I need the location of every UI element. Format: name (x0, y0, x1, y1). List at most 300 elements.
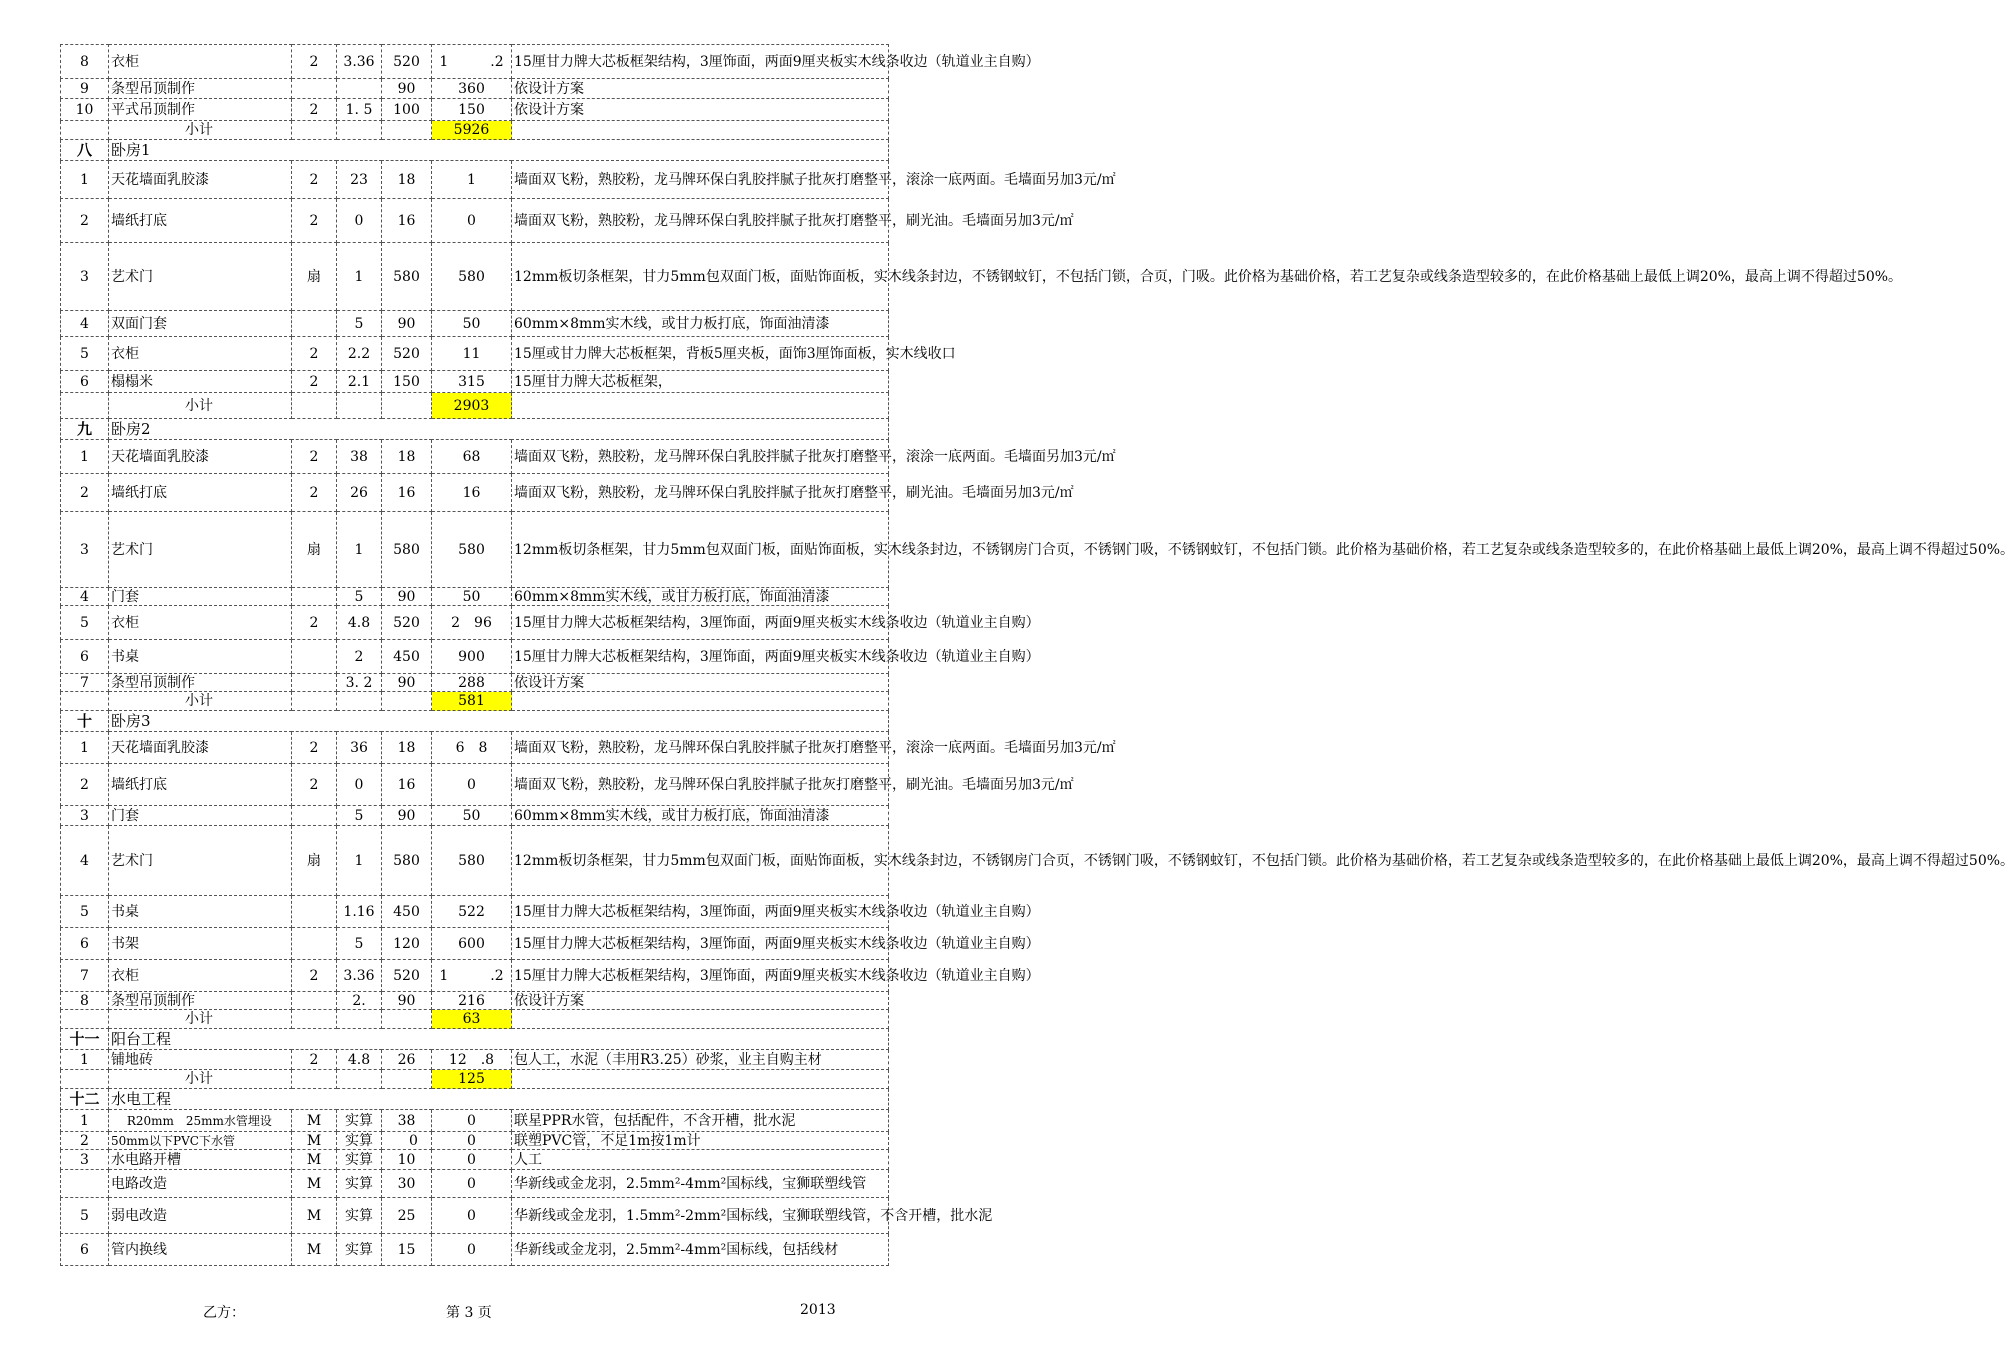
item-number: 1 (61, 161, 109, 199)
item-total: 0 (432, 199, 512, 243)
item-unit-price: 16 (382, 199, 432, 243)
item-name: 榻榻米 (109, 371, 292, 393)
item-unit-price: 450 (382, 640, 432, 674)
subtotal-empty (292, 393, 337, 419)
subtotal-row (61, 692, 889, 711)
item-unit-price: 90 (382, 674, 432, 692)
item-number: 4 (61, 588, 109, 606)
item-quantity: 2.1 (337, 371, 382, 393)
subtotal-value: 5926 (432, 121, 512, 140)
item-unit-price: 18 (382, 161, 432, 199)
item-unit: M (292, 1234, 337, 1266)
item-quantity: 3.36 (337, 45, 382, 79)
subtotal-empty (337, 1010, 382, 1029)
table-row (61, 311, 889, 337)
item-number: 2 (61, 1132, 109, 1150)
item-unit-price: 90 (382, 311, 432, 337)
table-row (61, 1110, 889, 1132)
item-unit-price: 150 (382, 371, 432, 393)
item-name: 艺术门 (109, 826, 292, 896)
item-quantity: 36 (337, 732, 382, 764)
item-quantity: 1. 5 (337, 99, 382, 121)
item-description: 15厘甘力牌大芯板框架结构，3厘饰面，两面9厘夹板实木线条收边（轨道业主自购） (512, 928, 889, 960)
footer-party-label: 乙方： (203, 1305, 245, 1321)
item-unit (292, 311, 337, 337)
item-description: 15厘或甘力牌大芯板框架，背板5厘夹板，面饰3厘饰面板，实木线收口 (512, 337, 889, 371)
subtotal-number-cell (61, 692, 109, 711)
item-unit-price: 580 (382, 512, 432, 588)
item-quantity: 1 (337, 512, 382, 588)
subtotal-value: 581 (432, 692, 512, 711)
item-total: 150 (432, 99, 512, 121)
item-unit-price: 520 (382, 960, 432, 992)
item-unit: 2 (292, 1050, 337, 1070)
item-number: 2 (61, 764, 109, 806)
item-name: 电路改造 (109, 1170, 292, 1198)
item-number: 5 (61, 337, 109, 371)
item-number: 5 (61, 896, 109, 928)
item-number: 6 (61, 371, 109, 393)
table-row (61, 896, 889, 928)
item-number: 4 (61, 826, 109, 896)
item-unit (292, 928, 337, 960)
item-number: 6 (61, 1234, 109, 1266)
item-unit-price: 450 (382, 896, 432, 928)
item-unit-price: 90 (382, 79, 432, 99)
item-total: 12 .8 (432, 1050, 512, 1070)
subtotal-row (61, 1010, 889, 1029)
item-name: 管内换线 (109, 1234, 292, 1266)
item-quantity: 1.16 (337, 896, 382, 928)
item-name: 50mm以下PVC下水管 (109, 1132, 292, 1150)
item-name: 双面门套 (109, 311, 292, 337)
table-row (61, 243, 889, 311)
section-title: 水电工程 (109, 1089, 889, 1110)
subtotal-value: 2903 (432, 393, 512, 419)
item-description: 15厘甘力牌大芯板框架结构，3厘饰面，两面9厘夹板实木线条收边（轨道业主自购） (512, 606, 889, 640)
subtotal-empty (512, 121, 889, 140)
table-row (61, 928, 889, 960)
item-name: 水电路开槽 (109, 1150, 292, 1170)
item-description: 墙面双飞粉，熟胶粉，龙马牌环保白乳胶拌腻子批灰打磨整平，刷光油。毛墙面另加3元/㎡ (512, 474, 889, 512)
item-unit-price: 25 (382, 1198, 432, 1234)
item-total: 16 (432, 474, 512, 512)
table-row (61, 474, 889, 512)
subtotal-empty (382, 121, 432, 140)
item-number: 6 (61, 928, 109, 960)
table-row (61, 79, 889, 99)
item-unit: 2 (292, 474, 337, 512)
item-number: 3 (61, 1150, 109, 1170)
item-number: 3 (61, 806, 109, 826)
subtotal-row (61, 393, 889, 419)
item-unit-price: 90 (382, 806, 432, 826)
item-unit-price: 18 (382, 732, 432, 764)
item-total: 0 (432, 1198, 512, 1234)
subtotal-value: 63 (432, 1010, 512, 1029)
table-row (61, 806, 889, 826)
item-name: 艺术门 (109, 512, 292, 588)
item-description: 墙面双飞粉，熟胶粉，龙马牌环保白乳胶拌腻子批灰打磨整平，滚涂一底两面。毛墙面另加3元/㎡ (512, 440, 889, 474)
subtotal-empty (512, 393, 889, 419)
item-name: 衣柜 (109, 337, 292, 371)
item-description: 依设计方案 (512, 99, 889, 121)
item-unit: M (292, 1132, 337, 1150)
table-row (61, 588, 889, 606)
item-number: 1 (61, 732, 109, 764)
table-row (61, 371, 889, 393)
item-number: 3 (61, 512, 109, 588)
subtotal-empty (512, 1010, 889, 1029)
subtotal-empty (512, 1070, 889, 1089)
table-row (61, 99, 889, 121)
item-unit-price: 30 (382, 1170, 432, 1198)
item-quantity: 实算 (337, 1198, 382, 1234)
item-description: 12mm板切条框架，甘力5mm包双面门板，面贴饰面板，实木线条封边，不锈钢房门合页，不锈钢门吸，不锈钢蚊钉，不包括门锁。此价格为基础价格，若工艺复杂或线条造型较多的，在此价格基础上最低上调20%，最高上调不得超过50%。 (512, 826, 889, 896)
item-unit-price: 580 (382, 243, 432, 311)
item-unit-price: 90 (382, 588, 432, 606)
footer-year: 2013 (800, 1302, 836, 1318)
table-row (61, 826, 889, 896)
table-row (61, 960, 889, 992)
item-description: 华新线或金龙羽，1.5mm²-2mm²国标线，宝狮联塑线管，不含开槽，批水泥 (512, 1198, 889, 1234)
item-total: 0 (432, 1110, 512, 1132)
item-unit: 2 (292, 606, 337, 640)
item-unit: 扇 (292, 512, 337, 588)
item-name: 铺地砖 (109, 1050, 292, 1070)
item-unit: 扇 (292, 826, 337, 896)
item-name: 天花墙面乳胶漆 (109, 161, 292, 199)
item-quantity: 3. 2 (337, 674, 382, 692)
subtotal-empty (382, 1010, 432, 1029)
item-quantity: 5 (337, 928, 382, 960)
item-description: 华新线或金龙羽，2.5mm²-4mm²国标线，宝狮联塑线管 (512, 1170, 889, 1198)
table-row (61, 440, 889, 474)
item-unit (292, 806, 337, 826)
item-description: 墙面双飞粉，熟胶粉，龙马牌环保白乳胶拌腻子批灰打磨整平，刷光油。毛墙面另加3元/㎡ (512, 199, 889, 243)
item-quantity: 0 (337, 199, 382, 243)
item-name: 书架 (109, 928, 292, 960)
item-unit-price: 520 (382, 45, 432, 79)
item-unit: 2 (292, 199, 337, 243)
subtotal-empty (292, 692, 337, 711)
subtotal-label: 小计 (109, 121, 292, 140)
item-quantity: 4.8 (337, 606, 382, 640)
item-unit: 2 (292, 161, 337, 199)
item-quantity: 0 (337, 764, 382, 806)
item-name: 书桌 (109, 896, 292, 928)
item-number: 7 (61, 674, 109, 692)
item-quantity: 5 (337, 588, 382, 606)
item-total: 580 (432, 243, 512, 311)
subtotal-empty (382, 393, 432, 419)
item-unit (292, 992, 337, 1010)
subtotal-empty (337, 121, 382, 140)
item-number: 5 (61, 606, 109, 640)
table-row (61, 1170, 889, 1198)
item-number: 6 (61, 640, 109, 674)
table-row (61, 1150, 889, 1170)
subtotal-empty (512, 692, 889, 711)
item-quantity: 5 (337, 311, 382, 337)
section-number: 八 (61, 140, 109, 161)
subtotal-value: 125 (432, 1070, 512, 1089)
section-header-row (61, 419, 889, 440)
subtotal-empty (292, 1010, 337, 1029)
subtotal-empty (337, 1070, 382, 1089)
section-header-row (61, 140, 889, 161)
item-total: 216 (432, 992, 512, 1010)
item-number: 1 (61, 440, 109, 474)
table-row (61, 732, 889, 764)
item-total: 1 (432, 161, 512, 199)
item-description: 华新线或金龙羽，2.5mm²-4mm²国标线，包括线材 (512, 1234, 889, 1266)
item-number: 4 (61, 311, 109, 337)
table-row (61, 992, 889, 1010)
item-total: 11 (432, 337, 512, 371)
item-unit-price: 0 (382, 1132, 432, 1150)
table-row (61, 45, 889, 79)
item-unit: 2 (292, 440, 337, 474)
table-row (61, 512, 889, 588)
item-unit: M (292, 1198, 337, 1234)
item-quantity: 5 (337, 806, 382, 826)
item-total: 50 (432, 588, 512, 606)
item-description: 60mm×8mm实木线，或甘力板打底，饰面油清漆 (512, 588, 889, 606)
section-title: 卧房2 (109, 419, 889, 440)
item-total: 0 (432, 1132, 512, 1150)
item-unit-price: 10 (382, 1150, 432, 1170)
item-total: 580 (432, 826, 512, 896)
subtotal-empty (382, 692, 432, 711)
item-total: 900 (432, 640, 512, 674)
item-name: 衣柜 (109, 960, 292, 992)
item-name: 墙纸打底 (109, 764, 292, 806)
item-unit: M (292, 1170, 337, 1198)
item-description: 60mm×8mm实木线，或甘力板打底，饰面油清漆 (512, 311, 889, 337)
item-unit-price: 120 (382, 928, 432, 960)
item-quantity: 1 (337, 826, 382, 896)
item-name: 天花墙面乳胶漆 (109, 440, 292, 474)
item-unit (292, 79, 337, 99)
item-unit-price: 520 (382, 337, 432, 371)
item-name: 墙纸打底 (109, 199, 292, 243)
section-header-row (61, 1089, 889, 1110)
item-quantity: 实算 (337, 1132, 382, 1150)
item-description: 12mm板切条框架，甘力5mm包双面门板，面贴饰面板，实木线条封边，不锈钢房门合页，不锈钢门吸，不锈钢蚊钉，不包括门锁。此价格为基础价格，若工艺复杂或线条造型较多的，在此价格基础上最低上调20%，最高上调不得超过50%。 (512, 512, 889, 588)
subtotal-empty (337, 393, 382, 419)
section-number: 十一 (61, 1029, 109, 1050)
item-description: 墙面双飞粉，熟胶粉，龙马牌环保白乳胶拌腻子批灰打磨整平，刷光油。毛墙面另加3元/㎡ (512, 764, 889, 806)
item-total: 50 (432, 806, 512, 826)
item-description: 联塑PVC管，不足1m按1m计 (512, 1132, 889, 1150)
table-row (61, 161, 889, 199)
item-description: 15厘甘力牌大芯板框架结构，3厘饰面，两面9厘夹板实木线条收边（轨道业主自购） (512, 640, 889, 674)
table-row (61, 606, 889, 640)
item-unit-price: 16 (382, 474, 432, 512)
section-header-row (61, 711, 889, 732)
section-number: 十二 (61, 1089, 109, 1110)
item-unit-price: 90 (382, 992, 432, 1010)
item-quantity: 实算 (337, 1234, 382, 1266)
table-row (61, 764, 889, 806)
item-total: 580 (432, 512, 512, 588)
item-unit: M (292, 1150, 337, 1170)
item-unit: 2 (292, 337, 337, 371)
item-description: 15厘甘力牌大芯板框架结构，3厘饰面，两面9厘夹板实木线条收边（轨道业主自购） (512, 960, 889, 992)
item-unit-price: 100 (382, 99, 432, 121)
item-number: 10 (61, 99, 109, 121)
item-quantity: 2 (337, 640, 382, 674)
item-total: 0 (432, 764, 512, 806)
item-name: R20mm 25mm水管埋设 (109, 1110, 292, 1132)
item-unit: M (292, 1110, 337, 1132)
subtotal-label: 小计 (109, 1070, 292, 1089)
item-description: 墙面双飞粉，熟胶粉，龙马牌环保白乳胶拌腻子批灰打磨整平，滚涂一底两面。毛墙面另加3元/㎡ (512, 732, 889, 764)
item-quantity (337, 79, 382, 99)
item-number: 5 (61, 1198, 109, 1234)
item-number: 3 (61, 243, 109, 311)
item-total: 1 .2 (432, 960, 512, 992)
item-total: 0 (432, 1234, 512, 1266)
item-unit-price: 580 (382, 826, 432, 896)
subtotal-empty (337, 692, 382, 711)
item-number: 1 (61, 1110, 109, 1132)
subtotal-number-cell (61, 393, 109, 419)
item-total: 2 96 (432, 606, 512, 640)
table-row (61, 1050, 889, 1070)
item-name: 天花墙面乳胶漆 (109, 732, 292, 764)
subtotal-label: 小计 (109, 393, 292, 419)
item-description: 60mm×8mm实木线，或甘力板打底，饰面油清漆 (512, 806, 889, 826)
item-name: 平式吊顶制作 (109, 99, 292, 121)
section-number: 九 (61, 419, 109, 440)
item-number: 9 (61, 79, 109, 99)
item-description: 15厘甘力牌大芯板框架结构，3厘饰面，两面9厘夹板实木线条收边（轨道业主自购） (512, 896, 889, 928)
item-total: 6 8 (432, 732, 512, 764)
subtotal-number-cell (61, 1010, 109, 1029)
item-unit-price: 16 (382, 764, 432, 806)
table-row (61, 674, 889, 692)
item-name: 条型吊顶制作 (109, 992, 292, 1010)
table-row (61, 337, 889, 371)
subtotal-empty (382, 1070, 432, 1089)
item-description: 依设计方案 (512, 992, 889, 1010)
item-description: 依设计方案 (512, 79, 889, 99)
item-total: 360 (432, 79, 512, 99)
subtotal-number-cell (61, 1070, 109, 1089)
item-description: 墙面双飞粉，熟胶粉，龙马牌环保白乳胶拌腻子批灰打磨整平，滚涂一底两面。毛墙面另加3元/㎡ (512, 161, 889, 199)
table-row (61, 1132, 889, 1150)
item-total: 1 .2 (432, 45, 512, 79)
section-number: 十 (61, 711, 109, 732)
item-quantity: 4.8 (337, 1050, 382, 1070)
item-unit: 2 (292, 99, 337, 121)
section-title: 阳台工程 (109, 1029, 889, 1050)
item-unit: 2 (292, 960, 337, 992)
table-row (61, 199, 889, 243)
item-quantity: 实算 (337, 1110, 382, 1132)
item-name: 书桌 (109, 640, 292, 674)
subtotal-label: 小计 (109, 1010, 292, 1029)
table-row (61, 640, 889, 674)
item-name: 衣柜 (109, 606, 292, 640)
item-name: 艺术门 (109, 243, 292, 311)
subtotal-label: 小计 (109, 692, 292, 711)
item-unit (292, 640, 337, 674)
item-unit-price: 26 (382, 1050, 432, 1070)
item-number: 2 (61, 199, 109, 243)
subtotal-row (61, 1070, 889, 1089)
item-unit: 2 (292, 732, 337, 764)
quote-table (60, 44, 2014, 1266)
item-description: 15厘甘力牌大芯板框架结构，3厘饰面，两面9厘夹板实木线条收边（轨道业主自购） (512, 45, 889, 79)
item-name: 条型吊顶制作 (109, 674, 292, 692)
item-total: 50 (432, 311, 512, 337)
item-quantity: 2.2 (337, 337, 382, 371)
item-unit (292, 674, 337, 692)
item-number: 8 (61, 992, 109, 1010)
section-title: 卧房1 (109, 140, 889, 161)
item-total: 0 (432, 1150, 512, 1170)
item-description: 人工 (512, 1150, 889, 1170)
item-number: 8 (61, 45, 109, 79)
item-unit (292, 896, 337, 928)
item-number: 2 (61, 474, 109, 512)
item-unit-price: 38 (382, 1110, 432, 1132)
item-quantity: 3.36 (337, 960, 382, 992)
item-unit-price: 520 (382, 606, 432, 640)
item-number: 1 (61, 1050, 109, 1070)
subtotal-empty (292, 121, 337, 140)
item-quantity: 1 (337, 243, 382, 311)
table-row (61, 1198, 889, 1234)
item-quantity: 实算 (337, 1170, 382, 1198)
item-quantity: 2. (337, 992, 382, 1010)
item-unit-price: 15 (382, 1234, 432, 1266)
item-total: 288 (432, 674, 512, 692)
footer-page-number: 第 3 页 (446, 1305, 492, 1321)
item-unit (292, 588, 337, 606)
item-quantity: 26 (337, 474, 382, 512)
item-total: 315 (432, 371, 512, 393)
item-description: 12mm板切条框架，甘力5mm包双面门板，面贴饰面板，实木线条封边，不锈钢蚊钉，不包括门锁，合页，门吸。此价格为基础价格，若工艺复杂或线条造型较多的，在此价格基础上最低上调20%，最高上调不得超过50%。 (512, 243, 889, 311)
item-description: 15厘甘力牌大芯板框架， (512, 371, 889, 393)
item-unit: 2 (292, 371, 337, 393)
section-title: 卧房3 (109, 711, 889, 732)
item-total: 522 (432, 896, 512, 928)
item-unit: 扇 (292, 243, 337, 311)
item-description: 联星PPR水管，包括配件，不含开槽，批水泥 (512, 1110, 889, 1132)
section-header-row (61, 1029, 889, 1050)
item-quantity: 38 (337, 440, 382, 474)
item-total: 68 (432, 440, 512, 474)
item-name: 衣柜 (109, 45, 292, 79)
item-description: 依设计方案 (512, 674, 889, 692)
item-number (61, 1170, 109, 1198)
item-quantity: 实算 (337, 1150, 382, 1170)
table-row (61, 1234, 889, 1266)
item-name: 墙纸打底 (109, 474, 292, 512)
item-total: 600 (432, 928, 512, 960)
item-description: 包人工，水泥（丰用R3.25）砂浆，业主自购主材 (512, 1050, 889, 1070)
subtotal-empty (292, 1070, 337, 1089)
item-unit: 2 (292, 764, 337, 806)
item-name: 门套 (109, 806, 292, 826)
item-unit-price: 18 (382, 440, 432, 474)
subtotal-number-cell (61, 121, 109, 140)
subtotal-row (61, 121, 889, 140)
